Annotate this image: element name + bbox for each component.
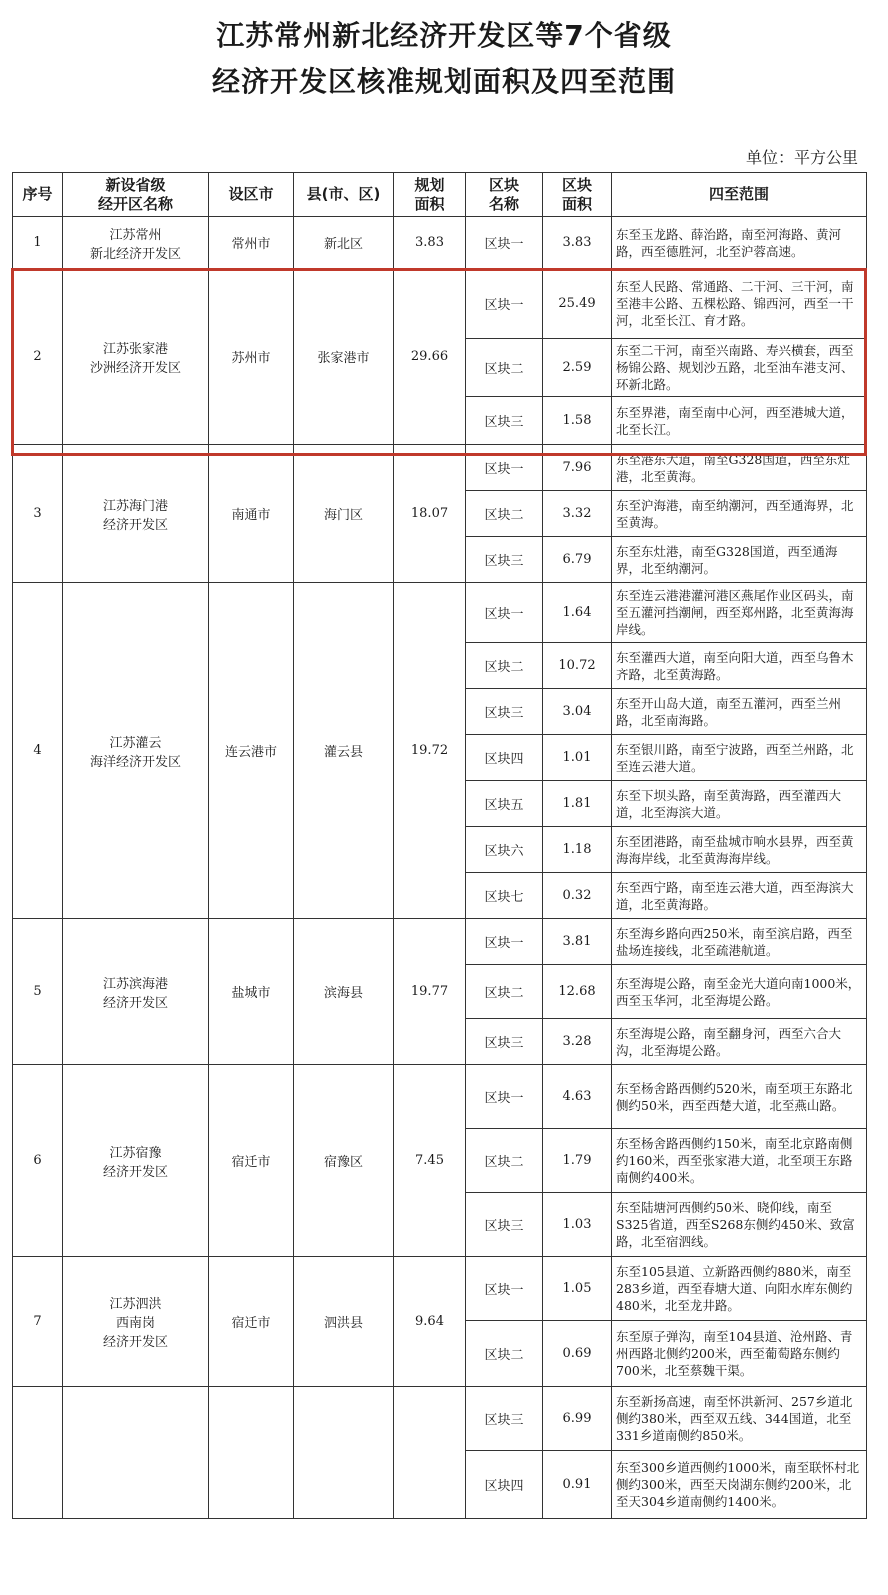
zone-city: 连云港市 xyxy=(209,583,294,919)
zone-name: 江苏海门港 经济开发区 xyxy=(63,445,209,583)
block-name: 区块四 xyxy=(466,735,543,781)
block-scope: 东至原子弹沟，南至104县道、沧州路、青州西路北侧约200米，西至葡萄路东侧约700米，北至蔡魏干渠。 xyxy=(612,1321,867,1387)
zone-name: 江苏滨海港 经济开发区 xyxy=(63,919,209,1065)
zone-name: 江苏宿豫 经济开发区 xyxy=(63,1065,209,1257)
block-scope: 东至海堤公路，南至翻身河，西至六合大沟，北至海堤公路。 xyxy=(612,1019,867,1065)
zone-number: 6 xyxy=(13,1065,63,1257)
block-scope: 东至沪海港，南至纳潮河，西至通海界，北至黄海。 xyxy=(612,491,867,537)
block-scope: 东至人民路、常通路、二干河、三干河，南至港丰公路、五棵松路、锦西河，西至一干河，北至长江、育才路。 xyxy=(612,269,867,339)
zone-number xyxy=(13,1387,63,1519)
header-name: 新设省级 经开区名称 xyxy=(63,173,209,217)
block-name: 区块一 xyxy=(466,583,543,643)
zone-county: 宿豫区 xyxy=(294,1065,394,1257)
block-name: 区块二 xyxy=(466,1321,543,1387)
block-area: 1.01 xyxy=(543,735,612,781)
block-area: 1.79 xyxy=(543,1129,612,1193)
block-scope: 东至105县道、立新路西侧约880米，南至283乡道，西至春塘大道、向阳水库东侧约480米，北至龙井路。 xyxy=(612,1257,867,1321)
block-area: 3.04 xyxy=(543,689,612,735)
block-name: 区块三 xyxy=(466,1387,543,1451)
header-plan-area: 规划 面积 xyxy=(394,173,466,217)
header-county: 县(市、区) xyxy=(294,173,394,217)
block-scope: 东至西宁路，南至连云港大道，西至海滨大道，北至黄海路。 xyxy=(612,873,867,919)
zone-number: 7 xyxy=(13,1257,63,1387)
zone-plan-area: 9.64 xyxy=(394,1257,466,1387)
unit-label: 单位：平方公里 xyxy=(745,148,858,167)
zone-number: 4 xyxy=(13,583,63,919)
header-block-name: 区块 名称 xyxy=(466,173,543,217)
zone-name: 江苏张家港 沙洲经济开发区 xyxy=(63,269,209,445)
block-area: 4.63 xyxy=(543,1065,612,1129)
block-name: 区块一 xyxy=(466,217,543,269)
zone-number: 3 xyxy=(13,445,63,583)
block-name: 区块三 xyxy=(466,397,543,445)
block-area: 10.72 xyxy=(543,643,612,689)
zone-county xyxy=(294,1387,394,1519)
block-scope: 东至二干河，南至兴南路、寿兴横套，西至杨锦公路、规划沙五路，北至油车港支河、环新北路。 xyxy=(612,339,867,397)
zone-plan-area: 3.83 xyxy=(394,217,466,269)
block-scope: 东至团港路，南至盐城市响水县界，西至黄海海岸线，北至黄海海岸线。 xyxy=(612,827,867,873)
block-scope: 东至灌西大道，南至向阳大道，西至乌鲁木齐路，北至黄海路。 xyxy=(612,643,867,689)
block-scope: 东至界港，南至南中心河，西至港城大道，北至长江。 xyxy=(612,397,867,445)
block-area: 6.79 xyxy=(543,537,612,583)
table-row xyxy=(13,1065,867,1129)
block-area: 1.58 xyxy=(543,397,612,445)
zone-number: 5 xyxy=(13,919,63,1065)
zone-county: 海门区 xyxy=(294,445,394,583)
table-row xyxy=(13,217,867,269)
zone-city: 苏州市 xyxy=(209,269,294,445)
block-name: 区块四 xyxy=(466,1451,543,1519)
block-scope: 东至下坝头路，南至黄海路，西至灌西大道，北至海滨大道。 xyxy=(612,781,867,827)
zone-name: 江苏泗洪 西南岗 经济开发区 xyxy=(63,1257,209,1387)
zones-table xyxy=(12,172,867,1519)
zone-plan-area: 29.66 xyxy=(394,269,466,445)
block-scope: 东至银川路，南至宁波路，西至兰州路，北至连云港大道。 xyxy=(612,735,867,781)
block-area: 7.96 xyxy=(543,445,612,491)
block-area: 25.49 xyxy=(543,269,612,339)
block-scope: 东至海乡路向西250米，南至滨启路，西至盐场连接线，北至疏港航道。 xyxy=(612,919,867,965)
zone-county: 新北区 xyxy=(294,217,394,269)
zone-city: 盐城市 xyxy=(209,919,294,1065)
block-scope: 东至开山岛大道，南至五灌河，西至兰州路，北至南海路。 xyxy=(612,689,867,735)
block-area: 1.05 xyxy=(543,1257,612,1321)
block-name: 区块二 xyxy=(466,491,543,537)
block-name: 区块三 xyxy=(466,537,543,583)
block-name: 区块七 xyxy=(466,873,543,919)
block-scope: 东至杨舍路西侧约520米，南至项王东路北侧约50米，西至西楚大道，北至燕山路。 xyxy=(612,1065,867,1129)
block-name: 区块一 xyxy=(466,1065,543,1129)
zone-name xyxy=(63,1387,209,1519)
title-line-1: 江苏常州新北经济开发区等7个省级 xyxy=(216,19,672,52)
zone-plan-area: 7.45 xyxy=(394,1065,466,1257)
block-area: 0.69 xyxy=(543,1321,612,1387)
zone-number: 2 xyxy=(13,269,63,445)
zone-name: 江苏常州 新北经济开发区 xyxy=(63,217,209,269)
block-name: 区块一 xyxy=(466,445,543,491)
table-row xyxy=(13,269,867,339)
block-area: 3.28 xyxy=(543,1019,612,1065)
zone-plan-area: 19.77 xyxy=(394,919,466,1065)
block-area: 1.64 xyxy=(543,583,612,643)
header-city: 设区市 xyxy=(209,173,294,217)
block-scope: 东至杨舍路西侧约150米，南至北京路南侧约160米，西至张家港大道，北至项王东路南侧约400米。 xyxy=(612,1129,867,1193)
block-name: 区块三 xyxy=(466,1019,543,1065)
block-scope: 东至连云港港灌河港区燕尾作业区码头，南至五灌河挡潮闸，西至郑州路，北至黄海海岸线。 xyxy=(612,583,867,643)
block-area: 12.68 xyxy=(543,965,612,1019)
block-name: 区块六 xyxy=(466,827,543,873)
block-area: 3.83 xyxy=(543,217,612,269)
header-row xyxy=(13,173,867,217)
table-row xyxy=(13,445,867,491)
zone-number: 1 xyxy=(13,217,63,269)
table-row xyxy=(13,1387,867,1451)
block-scope: 东至300乡道西侧约1000米，南至联怀村北侧约300米，西至天岗湖东侧约200米，北至天304乡道南侧约1400米。 xyxy=(612,1451,867,1519)
zone-county: 泗洪县 xyxy=(294,1257,394,1387)
block-name: 区块三 xyxy=(466,1193,543,1257)
header-scope: 四至范围 xyxy=(612,173,867,217)
zone-city: 常州市 xyxy=(209,217,294,269)
block-area: 3.81 xyxy=(543,919,612,965)
block-name: 区块一 xyxy=(466,1257,543,1321)
block-area: 1.03 xyxy=(543,1193,612,1257)
block-name: 区块二 xyxy=(466,643,543,689)
zone-city: 宿迁市 xyxy=(209,1065,294,1257)
block-name: 区块一 xyxy=(466,919,543,965)
zone-city xyxy=(209,1387,294,1519)
block-area: 0.91 xyxy=(543,1451,612,1519)
zone-name: 江苏灌云 海洋经济开发区 xyxy=(63,583,209,919)
block-area: 3.32 xyxy=(543,491,612,537)
zone-county: 张家港市 xyxy=(294,269,394,445)
zone-plan-area xyxy=(394,1387,466,1519)
block-area: 6.99 xyxy=(543,1387,612,1451)
title-line-2: 经济开发区核准规划面积及四至范围 xyxy=(211,65,676,98)
block-name: 区块二 xyxy=(466,339,543,397)
block-name: 区块二 xyxy=(466,1129,543,1193)
block-name: 区块三 xyxy=(466,689,543,735)
header-block-area: 区块 面积 xyxy=(543,173,612,217)
table-row xyxy=(13,583,867,643)
block-area: 0.32 xyxy=(543,873,612,919)
block-scope: 东至港东大道，南至G328国道，西至东灶港，北至黄海。 xyxy=(612,445,867,491)
zone-plan-area: 18.07 xyxy=(394,445,466,583)
table-row xyxy=(13,919,867,965)
block-scope: 东至陆塘河西侧约50米、晓仰线，南至S325省道，西至S268东侧约450米、致富路，北至宿泗线。 xyxy=(612,1193,867,1257)
block-name: 区块二 xyxy=(466,965,543,1019)
block-scope: 东至东灶港，南至G328国道，西至通海界，北至纳潮河。 xyxy=(612,537,867,583)
block-area: 1.18 xyxy=(543,827,612,873)
zone-city: 宿迁市 xyxy=(209,1257,294,1387)
block-scope: 东至海堤公路，南至金光大道向南1000米，西至玉华河，北至海堤公路。 xyxy=(612,965,867,1019)
block-scope: 东至玉龙路、薛治路，南至河海路、黄河路，西至德胜河，北至沪蓉高速。 xyxy=(612,217,867,269)
zone-county: 滨海县 xyxy=(294,919,394,1065)
block-name: 区块一 xyxy=(466,269,543,339)
block-area: 1.81 xyxy=(543,781,612,827)
zone-county: 灌云县 xyxy=(294,583,394,919)
block-area: 2.59 xyxy=(543,339,612,397)
header-no: 序号 xyxy=(13,173,63,217)
block-scope: 东至新扬高速，南至怀洪新河、257乡道北侧约380米，西至双五线、344国道，北至331乡道南侧约850米。 xyxy=(612,1387,867,1451)
zone-plan-area: 19.72 xyxy=(394,583,466,919)
zone-city: 南通市 xyxy=(209,445,294,583)
table-row xyxy=(13,1257,867,1321)
block-name: 区块五 xyxy=(466,781,543,827)
